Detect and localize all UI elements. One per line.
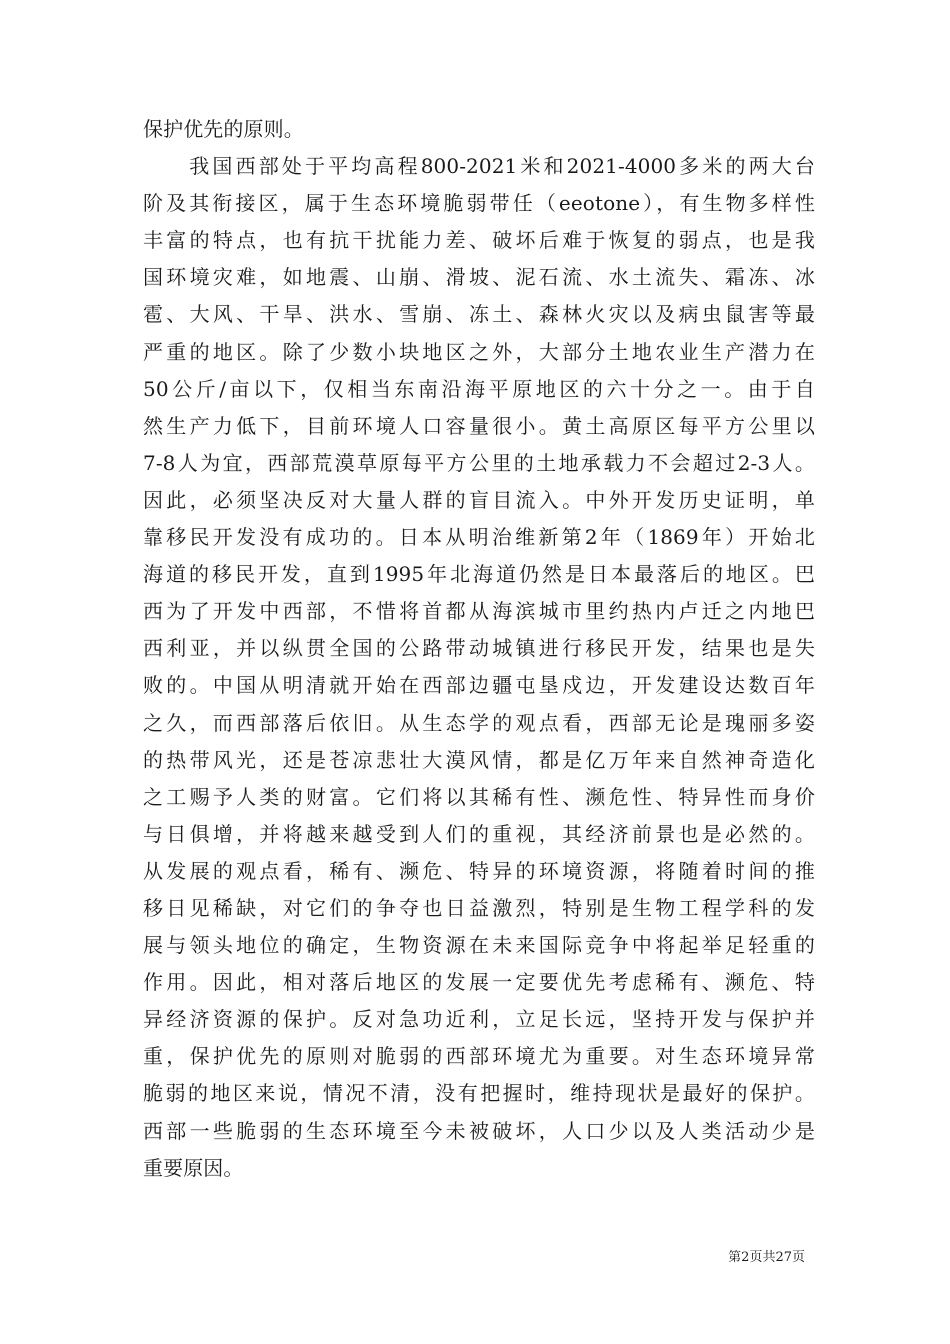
text-line: 作用。因此，相对落后地区的发展一定要优先考虑稀有、濒危、特 (143, 970, 815, 995)
text-line: 与日俱增，并将越来越受到人们的重视，其经济前景也是必然的。 (143, 821, 815, 846)
text-line: 重，保护优先的原则对脆弱的西部环境尤为重要。对生态环境异常 (143, 1044, 815, 1069)
text-line: 重要原因。 (143, 1155, 244, 1180)
text-line: 之久，而西部落后依旧。从生态学的观点看，西部无论是瑰丽多姿 (143, 710, 815, 735)
text-line: 异经济资源的保护。反对急功近利，立足长远，坚持开发与保护并 (143, 1007, 815, 1032)
text-line: 阶及其衔接区，属于生态环境脆弱带任（eeotone），有生物多样性 (143, 191, 815, 216)
text-line: 移日见稀缺，对它们的争夺也日益激烈，特别是生物工程学科的发 (143, 895, 815, 920)
text-line: 靠移民开发没有成功的。日本从明治维新第2年（1869年）开始北 (143, 525, 815, 550)
text-line: 因此，必须坚决反对大量人群的盲目流入。中外开发历史证明，单 (143, 487, 815, 512)
text-line: 50公斤/亩以下，仅相当东南沿海平原地区的六十分之一。由于自 (143, 376, 815, 401)
text-line: 我国西部处于平均高程800-2021米和2021-4000多米的两大台 (143, 154, 815, 179)
text-line: 脆弱的地区来说，情况不清，没有把握时，维持现状是最好的保护。 (143, 1081, 815, 1106)
text-line: 的热带风光，还是苍凉悲壮大漠风情，都是亿万年来自然神奇造化 (143, 747, 815, 772)
text-line: 西为了开发中西部，不惜将首都从海滨城市里约热内卢迁之内地巴 (143, 599, 815, 624)
text-line: 海道的移民开发，直到1995年北海道仍然是日本最落后的地区。巴 (143, 562, 815, 587)
text-line: 保护优先的原则。 (143, 117, 304, 141)
body-text (143, 111, 815, 1187)
text-line: 丰富的特点，也有抗干扰能力差、破坏后难于恢复的弱点，也是我 (143, 228, 815, 253)
text-line: 西利亚，并以纵贯全国的公路带动城镇进行移民开发，结果也是失 (143, 636, 815, 661)
text-line: 西部一些脆弱的生态环境至今未被破坏，人口少以及人类活动少是 (143, 1118, 815, 1143)
text-line: 国环境灾难，如地震、山崩、滑坡、泥石流、水土流失、霜冻、冰 (143, 265, 815, 290)
text-line: 雹、大风、干旱、洪水、雪崩、冻土、森林火灾以及病虫鼠害等最 (143, 302, 815, 327)
text-line: 严重的地区。除了少数小块地区之外，大部分土地农业生产潜力在 (143, 339, 815, 364)
text-line: 展与领头地位的确定，生物资源在未来国际竞争中将起举足轻重的 (143, 933, 815, 958)
text-line: 败的。中国从明清就开始在西部边疆屯垦戍边，开发建设达数百年 (143, 673, 815, 698)
page-number-footer: 第2页共27页 (728, 1250, 805, 1265)
text-line: 之工赐予人类的财富。它们将以其稀有性、濒危性、特异性而身价 (143, 784, 815, 809)
text-line: 然生产力低下，目前环境人口容量很小。黄土高原区每平方公里以 (143, 413, 815, 438)
text-line: 从发展的观点看，稀有、濒危、特异的环境资源，将随着时间的推 (143, 858, 815, 883)
text-line: 7-8人为宜，西部荒漠草原每平方公里的土地承载力不会超过2-3人。 (143, 450, 815, 475)
